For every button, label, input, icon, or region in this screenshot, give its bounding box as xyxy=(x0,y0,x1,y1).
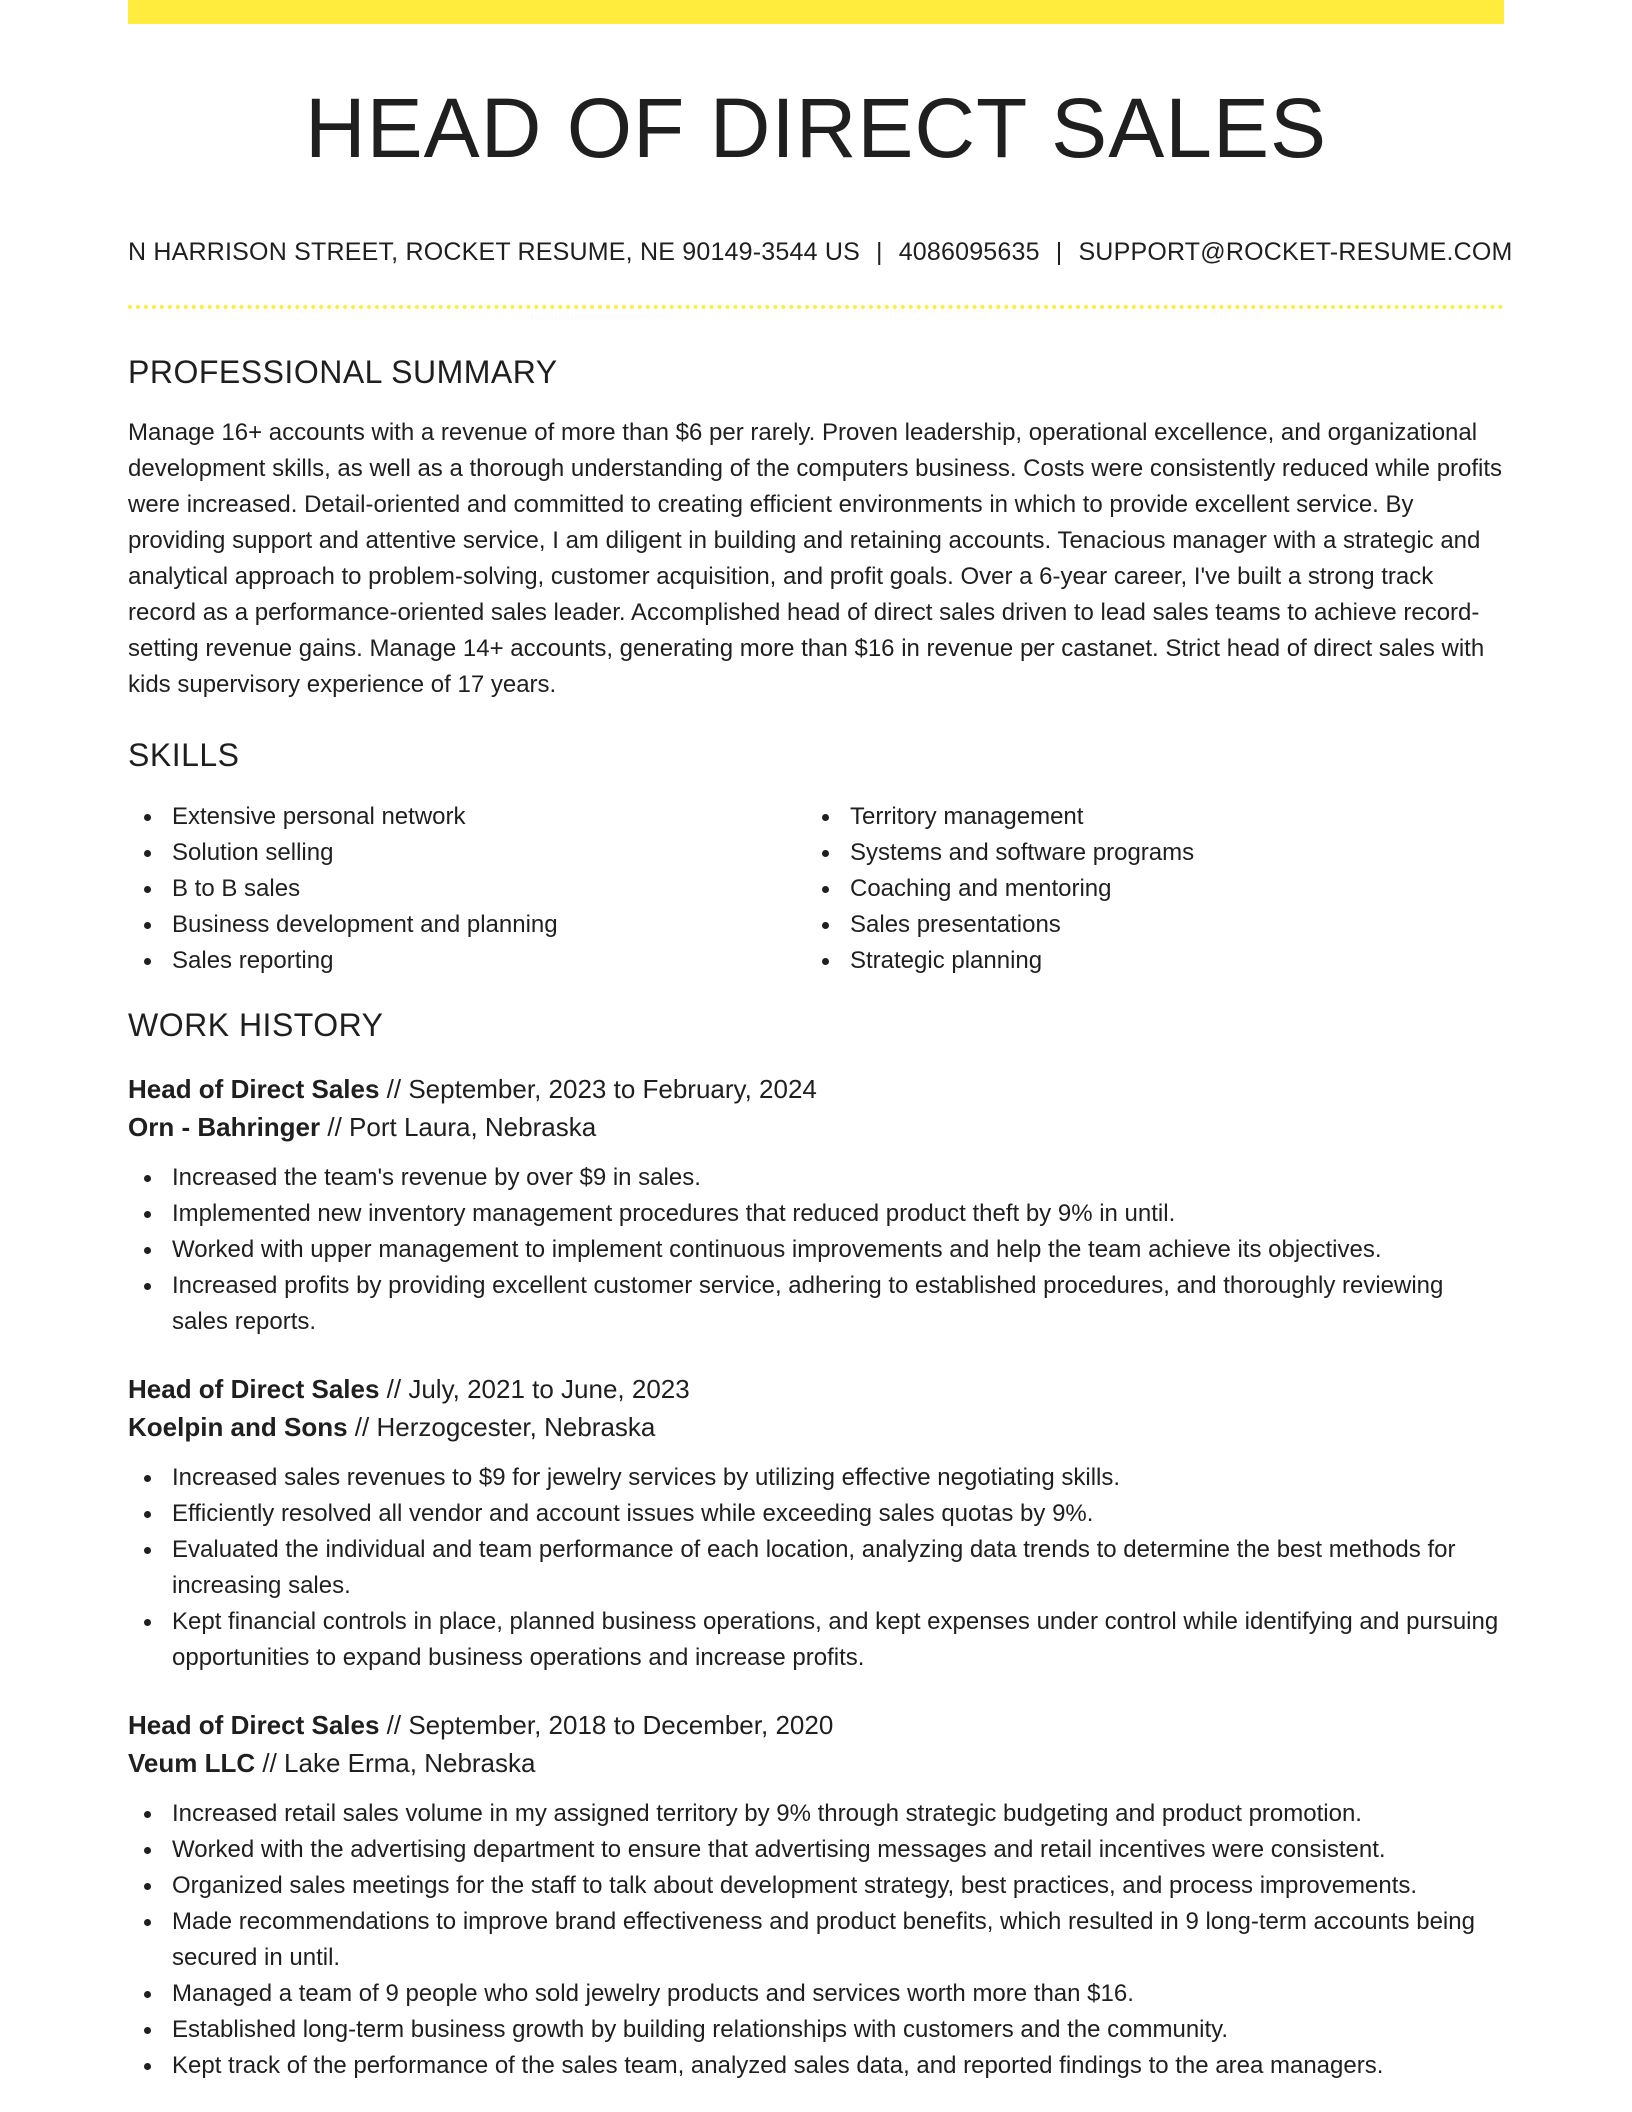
skill-item: Sales presentations xyxy=(806,907,1484,943)
contact-address: N HARRISON STREET, ROCKET RESUME, NE 90149-3544 US xyxy=(128,238,860,267)
skills-heading: SKILLS xyxy=(128,737,240,774)
contact-email: SUPPORT@ROCKET-RESUME.COM xyxy=(1078,238,1513,267)
skills-column-left xyxy=(128,799,806,979)
summary-text: Manage 16+ accounts with a revenue of more than $6 per rarely. Proven leadership, operational excellence, and organizational development skills, as well as a thorough understanding of the computers business. Costs were consistently reduced while profits were increased. Detail-oriented and committed to creating efficient environments in which to provide excellent service. By providing support and attentive service, I am diligent in building and retaining accounts. Tenacious manager with a strategic and analytical approach to problem-solving, customer acquisition, and profit goals. Over a 6-year career, I've built a strong track record as a performance-oriented sales leader. Accomplished head of direct sales driven to lead sales teams to achieve record-setting revenue gains. Manage 14+ accounts, generating more than $16 in revenue per castanet. Strict head of direct sales with kids supervisory experience of 17 years. xyxy=(128,419,1503,699)
job-bullet: Efficiently resolved all vendor and account issues while exceeding sales quotas by 9%. xyxy=(128,1496,1504,1532)
job-role: Head of Direct Sales xyxy=(128,1710,380,1741)
job-bullets xyxy=(128,1460,1504,1676)
skill-item: Territory management xyxy=(806,799,1484,835)
job-bullet: Increased the team's revenue by over $9 in sales. xyxy=(128,1160,1504,1196)
job-bullet: Established long-term business growth by building relationships with customers and the community. xyxy=(128,2012,1504,2048)
job-title-line xyxy=(128,1070,1504,1108)
job-dates: // September, 2023 to February, 2024 xyxy=(379,1074,817,1105)
job-bullet: Implemented new inventory management procedures that reduced product theft by 9% in until. xyxy=(128,1196,1504,1232)
job-bullets xyxy=(128,1796,1504,2084)
contact-separator: | xyxy=(1055,238,1063,267)
job-bullet: Increased sales revenues to $9 for jewelry services by utilizing effective negotiating skills. xyxy=(128,1460,1504,1496)
job-entry xyxy=(128,1706,1504,2084)
job-company: Orn - Bahringer xyxy=(128,1112,321,1143)
job-title-line xyxy=(128,1370,1504,1408)
summary-heading: PROFESSIONAL SUMMARY xyxy=(128,354,558,391)
skill-item: Business development and planning xyxy=(128,907,806,943)
skills-list xyxy=(128,799,1504,979)
job-bullet: Increased retail sales volume in my assigned territory by 9% through strategic budgeting and product promotion. xyxy=(128,1796,1504,1832)
work-history-heading: WORK HISTORY xyxy=(128,1007,384,1044)
skill-item: Sales reporting xyxy=(128,943,806,979)
job-entry xyxy=(128,1370,1504,1676)
resume-content xyxy=(128,0,1513,2084)
skill-item: Extensive personal network xyxy=(128,799,806,835)
job-bullet: Made recommendations to improve brand effectiveness and product benefits, which resulted in 9 long-term accounts being secured in until. xyxy=(128,1904,1504,1976)
job-location: // Herzogcester, Nebraska xyxy=(347,1412,656,1443)
job-title-line xyxy=(128,1706,1504,1744)
job-location: // Lake Erma, Nebraska xyxy=(255,1748,536,1779)
job-bullet: Increased profits by providing excellent customer service, adhering to established procedures, and thoroughly reviewing sales reports. xyxy=(128,1268,1504,1340)
job-company-line xyxy=(128,1744,1504,1782)
job-entry xyxy=(128,1070,1504,1340)
job-bullet: Kept financial controls in place, planned business operations, and kept expenses under control while identifying and pursuing opportunities to expand business operations and increase profits. xyxy=(128,1604,1504,1676)
skill-item: Coaching and mentoring xyxy=(806,871,1484,907)
job-bullet: Managed a team of 9 people who sold jewelry products and services worth more than $16. xyxy=(128,1976,1504,2012)
job-bullet: Organized sales meetings for the staff to talk about development strategy, best practices, and process improvements. xyxy=(128,1868,1504,1904)
job-bullet: Worked with the advertising department to ensure that advertising messages and retail incentives were consistent. xyxy=(128,1832,1504,1868)
skill-item: Strategic planning xyxy=(806,943,1484,979)
work-history-list xyxy=(128,1070,1504,2084)
contact-phone: 4086095635 xyxy=(898,238,1040,267)
job-company-line xyxy=(128,1408,1504,1446)
resume-title: HEAD OF DIRECT SALES xyxy=(304,81,1327,175)
job-bullet: Kept track of the performance of the sales team, analyzed sales data, and reported findings to the area managers. xyxy=(128,2048,1504,2084)
job-dates: // July, 2021 to June, 2023 xyxy=(379,1374,690,1405)
contact-separator: | xyxy=(875,238,883,267)
job-location: // Port Laura, Nebraska xyxy=(320,1112,597,1143)
job-role: Head of Direct Sales xyxy=(128,1374,380,1405)
job-role: Head of Direct Sales xyxy=(128,1074,380,1105)
job-bullet: Worked with upper management to implement continuous improvements and help the team achieve its objectives. xyxy=(128,1232,1504,1268)
skills-column-right xyxy=(806,799,1484,979)
accent-bar xyxy=(128,0,1504,24)
dotted-divider xyxy=(128,305,1504,309)
job-bullet: Evaluated the individual and team performance of each location, analyzing data trends to determine the best methods for increasing sales. xyxy=(128,1532,1504,1604)
contact-line xyxy=(128,238,1513,267)
job-company: Koelpin and Sons xyxy=(128,1412,348,1443)
skill-item: B to B sales xyxy=(128,871,806,907)
job-company: Veum LLC xyxy=(128,1748,256,1779)
job-dates: // September, 2018 to December, 2020 xyxy=(379,1710,834,1741)
job-bullets xyxy=(128,1160,1504,1340)
job-company-line xyxy=(128,1108,1504,1146)
skill-item: Systems and software programs xyxy=(806,835,1484,871)
skill-item: Solution selling xyxy=(128,835,806,871)
